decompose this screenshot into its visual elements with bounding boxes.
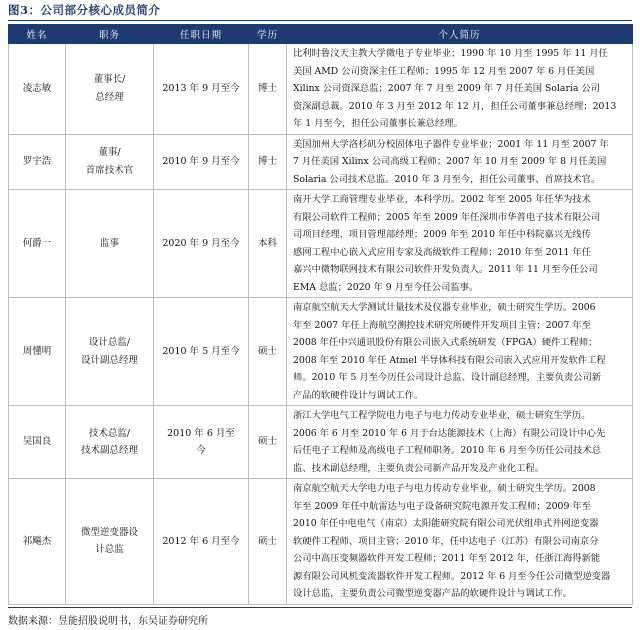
bio-line: 软硬件工程师、项目主管；2010 年，任中达电子（江苏）有限公司南京分 bbox=[293, 535, 599, 547]
position-line: 监事 bbox=[99, 237, 119, 249]
member-education: 硕士 bbox=[249, 479, 287, 605]
member-bio bbox=[287, 44, 633, 135]
member-bio bbox=[287, 298, 633, 406]
title-divider bbox=[8, 20, 632, 21]
bio-line: 南京航空航天大学测试计量技术及仪器专业毕业，硕士研究生学历。2006 bbox=[293, 302, 596, 313]
bio-line: 设计总监，主要负责公司微型逆变器产品的软硬件设计与调试工作。 bbox=[293, 588, 572, 599]
bio-line: 年 1 月至今，担任公司董事长兼总经理。 bbox=[293, 118, 463, 129]
bio-line: 南京航空航天大学电力电子与电力传动专业毕业，硕士研究生学历。2008 bbox=[293, 483, 596, 494]
member-position bbox=[66, 406, 154, 479]
member-tenure: 2013 年 9 月至今 bbox=[154, 44, 249, 135]
bio-line: 7 月任美国 Xilinx 公司高级工程师；2007 年 10 月至 2009 年 8 月任美国 bbox=[293, 156, 607, 167]
position-line: 董事长/ bbox=[93, 74, 126, 86]
position-line: 董事/ bbox=[98, 147, 121, 159]
member-position bbox=[66, 298, 154, 406]
position-line: 技术副总经理 bbox=[80, 445, 138, 456]
member-education: 硕士 bbox=[249, 406, 287, 479]
table-row bbox=[9, 298, 633, 406]
source-note: 数据来源：昱能招股说明书，东吴证券研究所 bbox=[8, 616, 208, 627]
bio-line: 源有限公司风机变流器软件开发工程师。2012 年 6 月至今任公司微型逆变器 bbox=[293, 570, 611, 582]
bio-line: 嘉兴中微物联网技术有限公司软件开发负责人。2011 年 11 月至今任公司 bbox=[293, 264, 598, 275]
figure-title: 图3：公司部分核心成员简介 bbox=[8, 3, 161, 17]
table-row bbox=[9, 190, 633, 298]
member-position bbox=[66, 134, 154, 190]
bio-line: 年至 2007 年任上海航空测控技术研究所硬件开发项目主管；2007 年至 bbox=[293, 319, 591, 331]
member-position bbox=[66, 190, 154, 298]
header-bio: 个人简历 bbox=[287, 25, 633, 44]
member-education: 博士 bbox=[249, 134, 287, 190]
member-bio bbox=[287, 134, 633, 190]
position-line: 微型逆变器设 bbox=[80, 526, 138, 538]
bio-line: 2006 年 6 月至 2010 年 6 月于台达能源技术（上海）有限公司设计中心先 bbox=[293, 427, 606, 439]
bio-line: EMA 总监；2020 年 9 月至今任公司监事。 bbox=[293, 281, 479, 293]
table-header-row bbox=[9, 25, 633, 44]
header-date: 任职日期 bbox=[154, 25, 249, 44]
member-name: 罗宇浩 bbox=[9, 134, 66, 190]
bio-line: 2008 年至 2010 年任 Atmel 半导体科技有限公司嵌入式应用开发软件工程 bbox=[293, 354, 606, 366]
bio-line: 2008 年任中兴通讯股份有限公司嵌入式系统研发（FPGA）硬件工程师； bbox=[293, 337, 598, 348]
tenure-line: 2010 年 6 月至 bbox=[167, 427, 235, 439]
member-name: 祁飚杰 bbox=[9, 479, 66, 605]
table-row bbox=[9, 406, 633, 479]
bio-line: 资深副总裁。2010 年 3 月至 2012 年 12 月，担任公司董事兼总经理；2013 bbox=[293, 100, 617, 112]
member-education: 硕士 bbox=[249, 298, 287, 406]
bio-line: Solaria 公司技术总监。2010 年 3 月至今，担任公司董事、首席技术官。 bbox=[293, 173, 601, 185]
bio-line: 南开大学工商管理专业毕业，本科学历。2002 年至 2005 年任华为技术 bbox=[293, 194, 591, 205]
executive-table bbox=[8, 24, 633, 605]
bio-line: 公司中高压变频器软件开发工程师；2011 年至 2012 年，任浙江海得新能 bbox=[293, 553, 601, 564]
header-name: 姓名 bbox=[9, 25, 66, 44]
member-tenure: 2020 年 9 月至今 bbox=[154, 190, 249, 298]
member-tenure: 2010 年 9 月至今 bbox=[154, 134, 249, 190]
header-education: 学历 bbox=[249, 25, 287, 44]
member-bio bbox=[287, 479, 633, 605]
bio-line: 年至 2009 年任中航雷达与电子设备研究院电源开发工程师；2009 年至 bbox=[293, 500, 591, 512]
table-row bbox=[9, 44, 633, 135]
bio-line: 浙江大学电气工程学院电力电子与电力传动专业毕业，硕士研究生学历。 bbox=[293, 410, 591, 421]
position-line: 首席技术官 bbox=[85, 164, 134, 176]
position-line: 技术总监/ bbox=[88, 427, 131, 439]
table-row bbox=[9, 134, 633, 190]
bio-line: 产品的软硬件设计与调试工作。 bbox=[293, 389, 424, 401]
bio-line: 美国加州大学洛杉矶分校固体电子器件专业毕业；2001 年 11 月至 2007 年 bbox=[293, 138, 609, 150]
member-bio bbox=[287, 190, 633, 298]
header-position: 职务 bbox=[66, 25, 154, 44]
member-name: 凌志敏 bbox=[9, 44, 66, 135]
member-position bbox=[66, 479, 154, 605]
position-line: 计总监 bbox=[95, 544, 124, 556]
bio-line: Xilinx 公司资深总监；2007 年 7 月至 2009 年 7 月任美国 Solaria 公司 bbox=[293, 83, 600, 94]
position-line: 设计总监/ bbox=[88, 337, 131, 348]
bio-line: 有限公司软件工程师；2005 年至 2009 年任深圳市华普电子技术有限公司 bbox=[293, 211, 601, 223]
bio-line: 后任电子工程师及高级电子工程师职务。2010 年 6 月至今历任公司技术总 bbox=[293, 445, 602, 456]
bio-line: 监、技术副总经理，主要负责公司新产品开发及产业化工程。 bbox=[293, 462, 545, 474]
member-education: 博士 bbox=[249, 44, 287, 135]
member-education: 本科 bbox=[249, 190, 287, 298]
position-line: 设计副总经理 bbox=[80, 354, 138, 366]
member-name: 吴国良 bbox=[9, 406, 66, 479]
bottom-divider bbox=[8, 607, 632, 608]
member-tenure bbox=[154, 406, 249, 479]
member-bio bbox=[287, 406, 633, 479]
member-name: 何爵一 bbox=[9, 190, 66, 298]
bio-line: 感网工程中心嵌入式应用专家及高级软件工程师；2010 年至 2011 年任 bbox=[293, 246, 591, 258]
tenure-line: 今 bbox=[196, 445, 206, 456]
bio-line: 司项目经理、项目管理部经理；2009 年至 2010 年任中科院嘉兴无线传 bbox=[293, 229, 591, 240]
member-tenure: 2010 年 5 月至今 bbox=[154, 298, 249, 406]
bio-line: 比利时鲁汶天主教大学微电子专业毕业；1990 年 10 月至 1995 年 11 月任 bbox=[293, 48, 608, 59]
member-name: 周懂明 bbox=[9, 298, 66, 406]
table-row bbox=[9, 479, 633, 605]
member-tenure: 2012 年 6 月至今 bbox=[154, 479, 249, 605]
bio-line: 师。2010 年 5 月至今历任公司设计总监、设计副总经理，主要负责公司新 bbox=[293, 372, 602, 383]
position-line: 总经理 bbox=[95, 91, 124, 103]
member-position bbox=[66, 44, 154, 135]
bio-line: 美国 AMD 公司资深主任工程师；1995 年 12 月至 2007 年 6 月任美国 bbox=[293, 65, 595, 77]
bio-line: 2010 年任中电电气（南京）太阳能研究院有限公司光伏组串式并网逆变器 bbox=[293, 518, 599, 529]
